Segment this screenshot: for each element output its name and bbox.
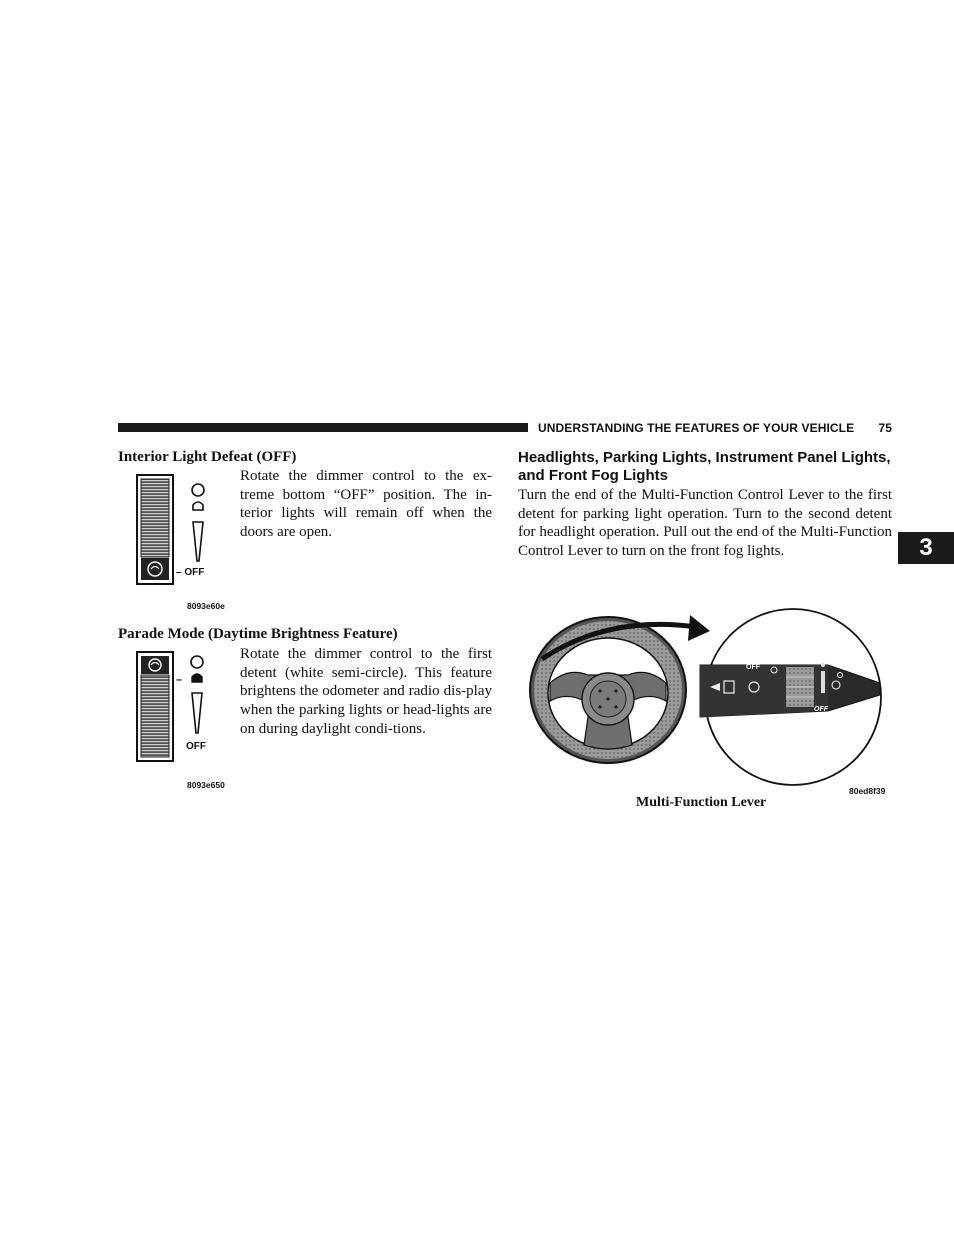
dimmer-off-figure (136, 474, 236, 586)
figure-caption-lever: Multi-Function Lever (636, 795, 767, 810)
chapter-tab: 3 (898, 532, 954, 564)
figure-code-parade: 8093e650 (187, 780, 225, 790)
page-number: 75 (878, 421, 892, 435)
running-title: UNDERSTANDING THE FEATURES OF YOUR VEHICLE (538, 421, 855, 435)
lever-off-top-label: OFF (746, 664, 760, 671)
figure-code-lever: 80ed8f39 (849, 786, 886, 796)
lever-off-bottom-label: OFF (814, 706, 828, 713)
multi-function-lever-figure (528, 595, 888, 800)
headlights-heading: Headlights, Parking Lights, Instrument Panel Lights, and Front Fog Lights (518, 449, 891, 484)
dimmer-dash-label: – (176, 674, 183, 686)
running-header (538, 420, 892, 436)
dimmer-parade-figure (136, 651, 236, 763)
interior-heading: Interior Light Defeat (OFF) (118, 449, 297, 465)
headlights-body: Turn the end of the Multi-Function Control Lever to the first detent for parking light operation. Turn to the second detent for headlight operation. Pull out the end of the Multi-Function Control Lever to turn on the front fog lights. (518, 487, 892, 560)
parade-heading: Parade Mode (Daytime Brightness Feature) (118, 626, 398, 642)
parade-body: Rotate the dimmer control to the first detent (white semi-circle). This feature brightens the odometer and radio dis-play when the parking lights or head-lights are on during daylight condi-tions. (240, 646, 492, 737)
interior-body: Rotate the dimmer control to the ex-treme bottom “OFF” position. The in-terior lights will remain off when the doors are open. (240, 468, 492, 541)
dimmer-off-label: – OFF (176, 567, 205, 578)
header-rule (118, 423, 528, 432)
figure-code-interior: 8093e60e (187, 601, 225, 611)
dimmer-parade-off-label: OFF (186, 741, 206, 752)
